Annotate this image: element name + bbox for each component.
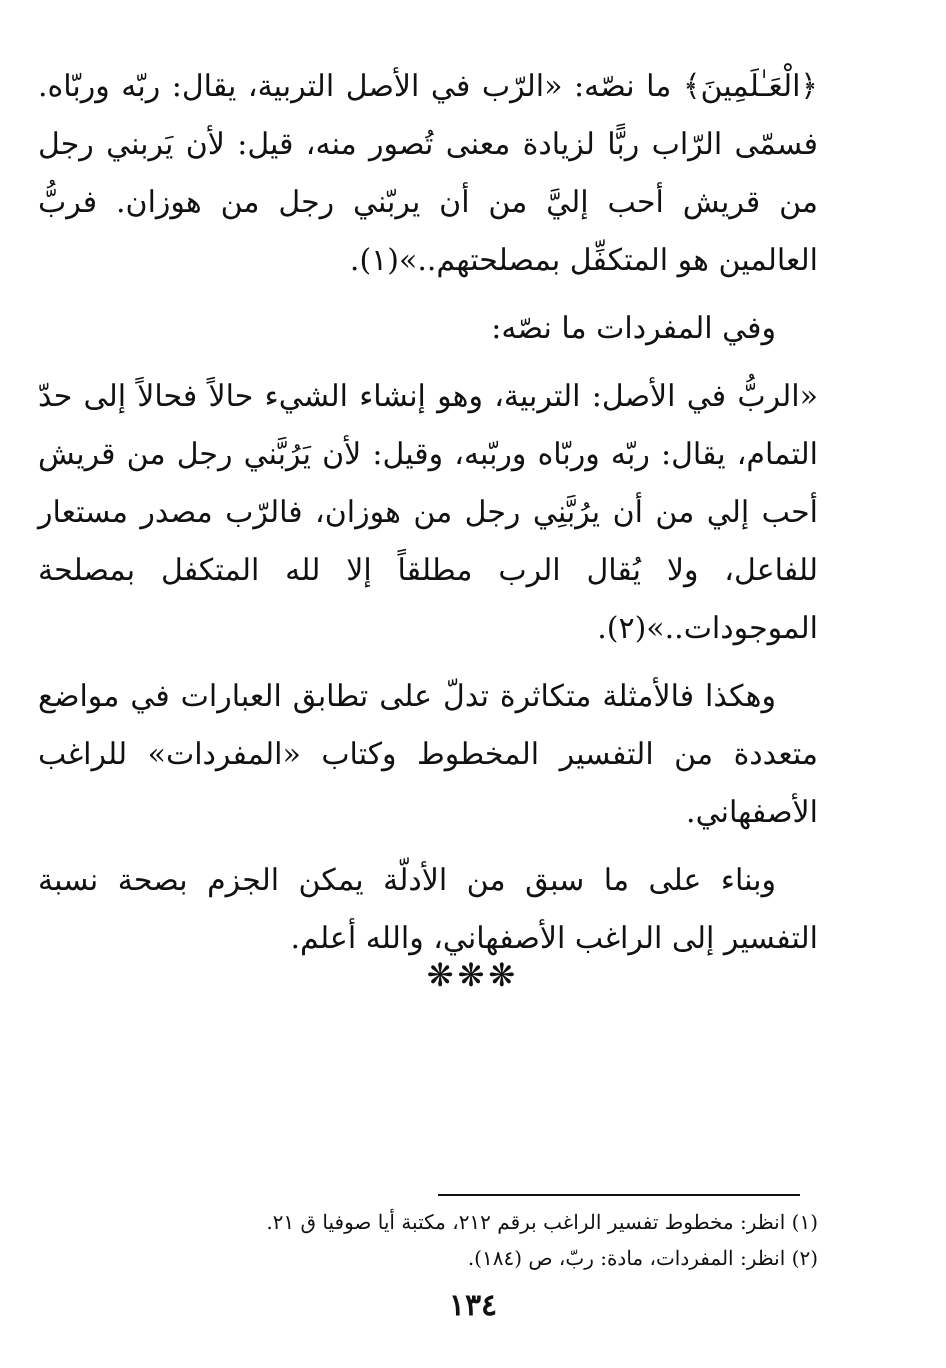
main-text — [38, 58, 818, 968]
paragraph-quote-1: ﴿الْعَـٰلَمِينَ﴾ ما نصّه: «الرّب في الأصل التربية، يقال: ربّه وربّاه. فسمّى الرّاب ربًّا لزيادة معنى تُصور منه، قيل: لأن يَربني رجل من قريش أحب إليَّ من أن يربّني رجل من هوزان. فربُّ العالمين هو المتكفِّل بمصلحتهم..»(١). — [38, 69, 818, 278]
paragraph-quote-2: «الربُّ في الأصل: التربية، وهو إنشاء الشيء حالاً فحالاً إلى حدّ التمام، يقال: ربّه وربّاه وربّبه، وقيل: لأن يَرُبَّني رجل من قريش أحب إلي من أن يرُبَّنِي رجل من هوزان، فالرّب مصدر مستعار للفاعل، ولا يُقال الرب مطلقاً إلا لله المتكفل بمصلحة الموجودات..»(٢). — [38, 379, 818, 646]
page-number: ١٣٤ — [448, 1288, 498, 1323]
footnote-2: (٢) انظر: المفردات، مادة: ربّ، ص (١٨٤). — [467, 1246, 818, 1270]
paragraph-intro-mufradat: وفي المفردات ما نصّه: — [491, 311, 776, 346]
footnote-1: (١) انظر: مخطوط تفسير الراغب برقم ٢١٢، مكتبة أيا صوفيا ق ٢١. — [266, 1210, 818, 1234]
footnote-rule — [438, 1194, 800, 1196]
paragraph-examples: وهكذا فالأمثلة متكاثرة تدلّ على تطابق العبارات في مواضع متعددة من التفسير المخطوط وكتاب «المفردات» للراغب الأصفهاني. — [38, 679, 818, 830]
footnotes — [210, 1204, 818, 1276]
paragraph-conclusion: وبناء على ما سبق من الأدلّة يمكن الجزم بصحة نسبة التفسير إلى الراغب الأصفهاني، والله أعلم. — [38, 863, 818, 956]
section-separator: ❋❋❋ — [426, 956, 520, 994]
